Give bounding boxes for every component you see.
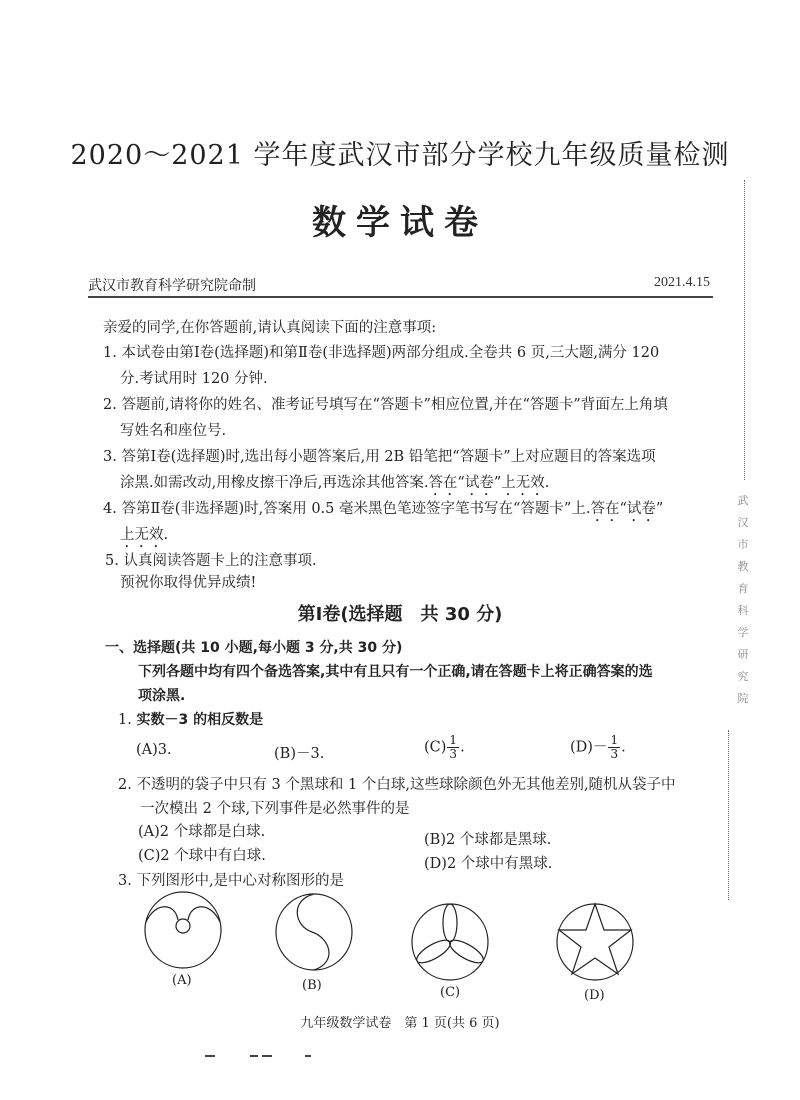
numerator: 1 [610, 733, 619, 747]
q2-option-c[interactable]: (C)2 个球中有白球. [138, 848, 266, 864]
exam-date: 2021.4.15 [654, 275, 710, 290]
denominator: 3 [449, 747, 458, 761]
denominator: 3 [610, 747, 619, 761]
instruction-text: 答第Ⅱ卷(非选择题)时,答案用 0.5 毫米黑色笔迹签字笔书写在“答题卡”上. [121, 501, 591, 517]
instruction-1-cont: 分.考试用时 120 分钟. [120, 371, 268, 387]
margin-char: 武 [737, 494, 749, 507]
q1-option-c[interactable] [424, 734, 465, 761]
question-2 [118, 773, 676, 794]
option-prefix: (D)－ [570, 739, 608, 756]
figure-b-label: (B) [302, 978, 322, 993]
instruction-num: 5. [105, 553, 119, 569]
exam-title: 2020～2021 学年度武汉市部分学校九年级质量检测 [70, 140, 730, 171]
instruction-4 [103, 497, 663, 525]
instruction-4-cont [120, 523, 168, 551]
closing-wish: 预祝你取得优异成绩! [120, 575, 257, 591]
margin-char: 市 [737, 538, 749, 551]
directions-line-1: 下列各题中均有四个备选答案,其中有且只有一个正确,请在答题卡上将正确答案的选 [138, 664, 653, 680]
instruction-num: 4. [103, 501, 117, 517]
emphasis-text: 答在“试卷”上无效. [428, 475, 550, 491]
part-title: 一、选择题(共 10 小题,每小题 3 分,共 30 分) [105, 640, 403, 656]
q1-option-b[interactable]: (B)－3. [274, 746, 325, 762]
q1-option-d[interactable] [570, 734, 626, 761]
numerator: 1 [449, 733, 458, 747]
fraction [447, 734, 459, 761]
margin-char: 学 [737, 626, 749, 639]
scan-mark [262, 1055, 272, 1057]
margin-char: 院 [737, 692, 749, 705]
figure-c-label: (C) [440, 985, 461, 1000]
instruction-text: 答第Ⅰ卷(选择题)时,选出每小题答案后,用 2B 铅笔把“答题卡”上对应题目的答案选项 [121, 449, 656, 465]
margin-char: 教 [737, 560, 749, 573]
q1-option-a[interactable]: (A)3. [136, 742, 172, 758]
section-heading: 第Ⅰ卷(选择题 共 30 分) [297, 604, 503, 625]
figure-b-icon[interactable] [272, 890, 356, 974]
question-num: 3. [118, 873, 132, 889]
fraction [608, 734, 620, 761]
scan-mark [305, 1055, 311, 1057]
margin-vertical-text [733, 490, 753, 710]
option-suffix: . [460, 739, 465, 756]
figure-d-icon[interactable] [553, 900, 637, 984]
figure-a-icon[interactable] [140, 890, 230, 970]
instruction-2 [103, 393, 668, 418]
instruction-2-cont: 写姓名和座位号. [120, 423, 227, 439]
figure-c-icon[interactable] [408, 900, 492, 984]
margin-char: 科 [737, 604, 749, 617]
instruction-text: 本试卷由第Ⅰ卷(选择题)和第Ⅱ卷(非选择题)两部分组成.全卷共 6 页,三大题,满分 120 [121, 345, 660, 361]
instruction-num: 1. [103, 345, 117, 361]
q2-option-d[interactable]: (D)2 个球中有黑球. [424, 856, 553, 872]
instruction-1 [103, 341, 659, 366]
instruction-text: 涂黑.如需改动,用橡皮擦干净后,再选涂其他答案. [120, 475, 429, 491]
q2-option-a[interactable]: (A)2 个球都是白球. [138, 824, 266, 840]
margin-char: 育 [737, 582, 749, 595]
margin-char: 究 [737, 670, 749, 683]
binding-line-top [744, 180, 747, 480]
exam-subtitle: 数学试卷 [312, 203, 488, 243]
figure-d-label: (D) [584, 988, 605, 1003]
margin-char: 研 [737, 648, 749, 661]
question-stem: 实数－3 的相反数是 [136, 712, 264, 728]
q2-option-b[interactable]: (B)2 个球都是黑球. [424, 832, 552, 848]
question-stem: 下列图形中,是中心对称图形的是 [136, 873, 345, 889]
option-suffix: . [621, 739, 626, 756]
question-num: 2. [118, 777, 132, 793]
binding-line-bottom [728, 730, 731, 900]
instructions-intro: 亲爱的同学,在你答题前,请认真阅读下面的注意事项: [103, 320, 437, 336]
question-num: 1. [118, 712, 132, 728]
header-divider [88, 296, 713, 298]
margin-char: 汉 [737, 516, 749, 529]
emphasis-text: 答在“试卷” [590, 501, 664, 517]
page-footer: 九年级数学试卷 第 1 页(共 6 页) [300, 1016, 500, 1031]
question-2-cont: 一次模出 2 个球,下列事件是必然事件的是 [140, 801, 410, 817]
question-stem: 不透明的袋子中只有 3 个黑球和 1 个白球,这些球除颜色外无其他差别,随机从袋子中 [136, 777, 676, 793]
instruction-num: 3. [103, 449, 117, 465]
instruction-text: 认真阅读答题卡上的注意事项. [123, 553, 317, 569]
question-1 [118, 709, 263, 729]
instruction-3-cont [120, 471, 549, 499]
directions-line-2: 项涂黑. [138, 688, 186, 704]
question-3 [118, 869, 344, 890]
instruction-3 [103, 445, 656, 470]
option-prefix: (C) [424, 739, 447, 756]
instruction-num: 2. [103, 397, 117, 413]
scan-mark [250, 1055, 258, 1057]
emphasis-text: 上无效. [120, 527, 169, 543]
issuer: 武汉市教育科学研究院命制 [88, 278, 256, 294]
figure-a-label: (A) [172, 973, 192, 988]
scan-mark [205, 1055, 215, 1057]
instruction-text: 答题前,请将你的姓名、准考证号填写在“答题卡”相应位置,并在“答题卡”背面左上角填 [121, 397, 668, 413]
